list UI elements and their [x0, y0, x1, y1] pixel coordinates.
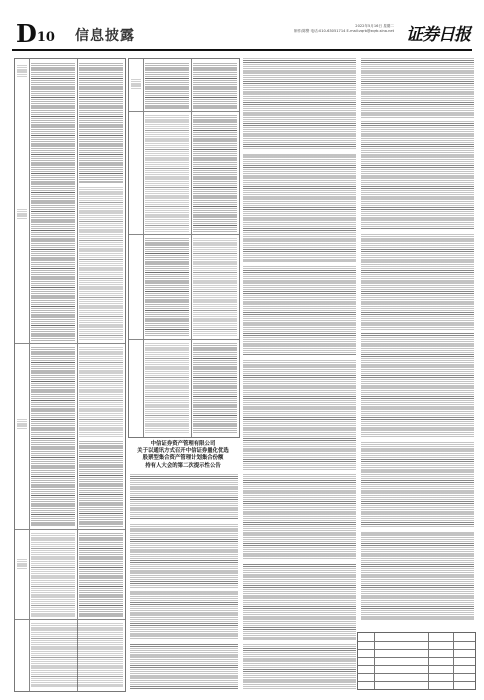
section-title: 信息披露 — [75, 28, 135, 44]
article-headline — [130, 441, 236, 470]
page-number: 10 — [36, 30, 55, 45]
publication-contact: 制作/陈警 电话:010-63051714 E-mail:zqrb@zqrb.sina.net — [293, 29, 394, 33]
masthead — [12, 19, 472, 48]
masthead-rule — [12, 49, 472, 51]
headline-line: 中信证券资产管理有限公司 — [150, 441, 216, 447]
article-body-column-3 — [361, 58, 474, 620]
publication-date: 2022年5月16日 星期二 — [355, 24, 394, 28]
headline-line: 关于以通讯方式召开中信证券量化优选 — [137, 448, 229, 455]
newspaper-logo: 证券日报 — [406, 25, 470, 45]
page-letter: D — [16, 19, 37, 48]
data-table-left — [14, 58, 126, 692]
headline-line: 持有人大会的第二次提示性公告 — [145, 462, 221, 469]
page-code — [16, 19, 55, 48]
data-table-middle — [128, 58, 240, 438]
publication-info — [294, 24, 394, 34]
attachment-table — [357, 632, 476, 690]
article-body-column-1 — [130, 474, 238, 690]
headline-line: 股票型集合资产管理计划集合份额 — [142, 455, 224, 462]
